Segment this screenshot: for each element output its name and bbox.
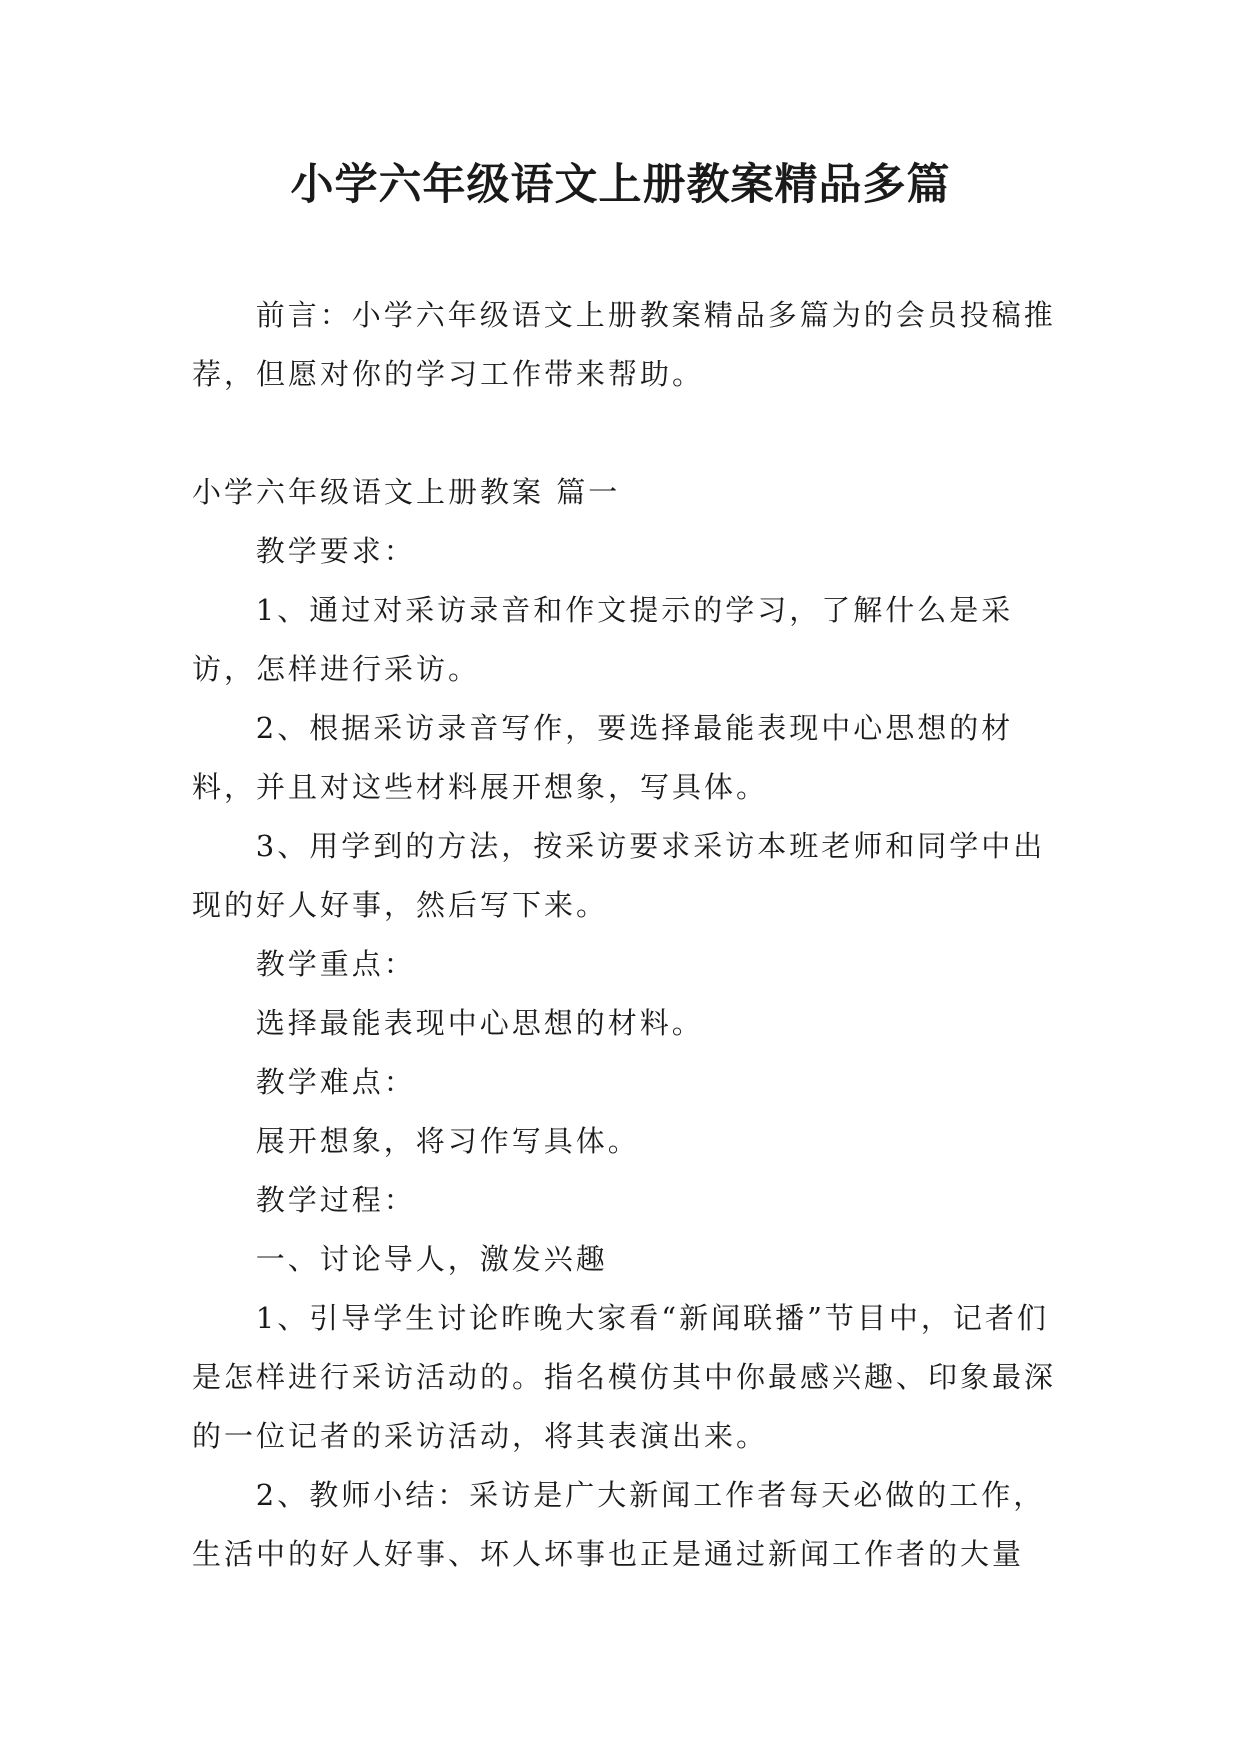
paragraph-key-points-label: 教学重点： <box>255 947 416 981</box>
section-heading: 小学六年级语文上册教案 篇一 <box>192 475 621 509</box>
paragraph-teaching-requirements-label: 教学要求： <box>255 534 416 568</box>
paragraph-step-1-heading: 一、讨论导人，激发兴趣 <box>255 1242 608 1276</box>
lesson-content <box>192 463 1062 1584</box>
paragraph-requirement-3: 3、用学到的方法，按采访要求采访本班老师和同学中出现的好人好事，然后写下来。 <box>192 829 1046 922</box>
paragraph-requirement-1: 1、通过对采访录音和作文提示的学习，了解什么是采访，怎样进行采访。 <box>192 593 1014 686</box>
paragraph-difficulties: 展开想象，将习作写具体。 <box>255 1124 640 1158</box>
preface-paragraph: 前言：小学六年级语文上册教案精品多篇为的会员投稿推荐，但愿对你的学习工作带来帮助。 <box>192 298 1056 391</box>
paragraph-process-label: 教学过程： <box>255 1183 416 1217</box>
paragraph-difficulties-label: 教学难点： <box>255 1065 416 1099</box>
paragraph-key-points: 选择最能表现中心思想的材料。 <box>255 1006 704 1040</box>
document-title: 小学六年级语文上册教案精品多篇 <box>290 160 951 210</box>
paragraph-step-1-item-2: 2、教师小结：采访是广大新闻工作者每天必做的工作，生活中的好人好事、坏人坏事也正是通过新闻工作者的大量 <box>192 1478 1046 1571</box>
paragraph-step-1-item-1: 1、引导学生讨论昨晚大家看“新闻联播”节目中，记者们是怎样进行采访活动的。指名模仿其中你最感兴趣、印象最深的一位记者的采访活动，将其表演出来。 <box>192 1301 1057 1453</box>
preface-block <box>192 286 1062 404</box>
paragraph-requirement-2: 2、根据采访录音写作，要选择最能表现中心思想的材料，并且对这些材料展开想象，写具体。 <box>192 711 1014 804</box>
